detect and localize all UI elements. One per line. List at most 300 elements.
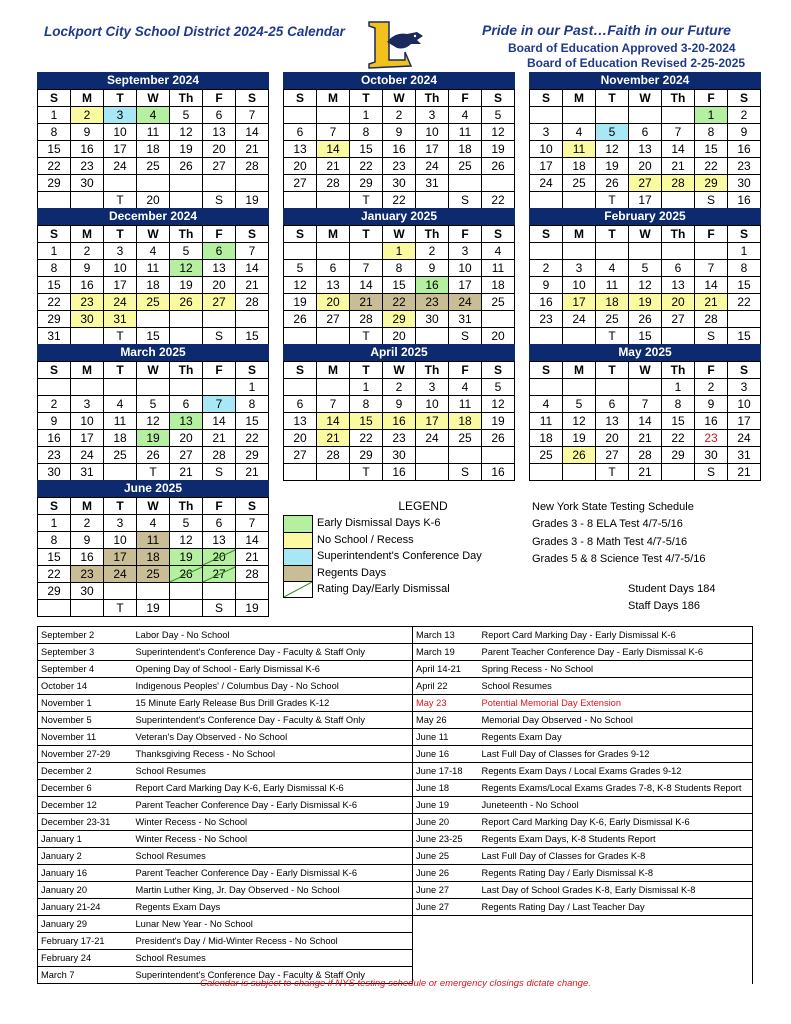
- day-cell: 9: [530, 277, 563, 294]
- day-cell: 22: [38, 294, 71, 311]
- day-cell: 14: [695, 277, 728, 294]
- day-cell: [563, 328, 596, 345]
- day-cell: [137, 379, 170, 396]
- month-calendar: [529, 344, 761, 481]
- day-cell: [284, 379, 317, 396]
- event-date: January 20: [38, 882, 133, 899]
- day-cell: 1: [383, 243, 416, 260]
- day-cell: 19: [596, 158, 629, 175]
- day-cell: 16: [71, 141, 104, 158]
- testing-item: Grades 3 - 8 ELA Test 4/7-5/16: [532, 518, 683, 531]
- event-description: Regents Exams/Local Exams Grades 7-8, K-8 Students Report: [479, 780, 753, 797]
- day-cell: 15: [137, 328, 170, 345]
- month-title: June 2025: [37, 480, 269, 497]
- day-cell: T: [104, 328, 137, 345]
- footer-note: Calendar is subject to change if NYS testing schedule or emergency closings dictate change.: [200, 978, 591, 989]
- month-title: March 2025: [37, 344, 269, 361]
- event-date: March 13: [413, 627, 479, 644]
- day-cell: 26: [137, 447, 170, 464]
- day-cell: 7: [317, 396, 350, 413]
- weekday-header: Th: [170, 226, 203, 243]
- legend-title: LEGEND: [398, 499, 448, 513]
- event-date: June 25: [413, 848, 479, 865]
- day-cell: [203, 583, 236, 600]
- day-cell: 16: [38, 430, 71, 447]
- day-cell: 18: [596, 294, 629, 311]
- day-cell: 10: [728, 396, 761, 413]
- day-cell: 18: [104, 430, 137, 447]
- day-cell: 21: [695, 294, 728, 311]
- day-cell: 13: [662, 277, 695, 294]
- day-cell: [104, 379, 137, 396]
- day-cell: 14: [236, 532, 269, 549]
- event-row: [38, 899, 753, 916]
- day-cell: 11: [137, 532, 170, 549]
- day-cell: 21: [317, 430, 350, 447]
- day-cell: T: [350, 328, 383, 345]
- event-description: 15 Minute Early Release Bus Drill Grades K-12: [133, 695, 413, 712]
- weekday-header: M: [71, 362, 104, 379]
- day-cell: 13: [170, 413, 203, 430]
- day-cell: 20: [596, 430, 629, 447]
- day-cell: 19: [284, 294, 317, 311]
- district-logo: [365, 20, 427, 72]
- event-description: Parent Teacher Conference Day - Early Dismissal K-6: [479, 644, 753, 661]
- weekday-header: M: [317, 362, 350, 379]
- testing-title: New York State Testing Schedule: [532, 501, 694, 513]
- day-cell: 16: [695, 413, 728, 430]
- event-date: June 26: [413, 865, 479, 882]
- legend-label: No School / Recess: [317, 533, 414, 546]
- event-date: April 22: [413, 678, 479, 695]
- weekday-header: S: [530, 362, 563, 379]
- day-cell: 24: [416, 158, 449, 175]
- day-cell: [236, 175, 269, 192]
- day-cell: 27: [170, 447, 203, 464]
- event-date: February 24: [38, 950, 133, 967]
- event-date: October 14: [38, 678, 133, 695]
- day-cell: S: [695, 464, 728, 481]
- weekday-header: T: [350, 362, 383, 379]
- weekday-header: S: [236, 362, 269, 379]
- day-cell: 8: [728, 260, 761, 277]
- event-description: Report Card Marking Day K-6, Early Dismissal K-6: [133, 780, 413, 797]
- day-cell: 5: [629, 260, 662, 277]
- day-cell: 25: [530, 447, 563, 464]
- day-cell: 12: [482, 396, 515, 413]
- approved-date: Board of Education Approved 3-20-2024: [508, 41, 736, 55]
- event-date: November 5: [38, 712, 133, 729]
- event-description: Regents Exam Day: [479, 729, 753, 746]
- event-row: [38, 865, 753, 882]
- day-cell: 29: [38, 175, 71, 192]
- day-cell: 23: [728, 158, 761, 175]
- day-cell: 8: [695, 124, 728, 141]
- day-cell: 29: [350, 447, 383, 464]
- day-cell: T: [104, 600, 137, 617]
- day-cell: 25: [563, 175, 596, 192]
- month-calendar: [37, 72, 269, 209]
- day-cell: 22: [662, 430, 695, 447]
- day-cell: [170, 328, 203, 345]
- month-title: February 2025: [529, 208, 761, 225]
- day-cell: [662, 192, 695, 209]
- weekday-header: S: [482, 90, 515, 107]
- student-days: Student Days 184: [628, 583, 716, 595]
- event-description: Opening Day of School - Early Dismissal K-6: [133, 661, 413, 678]
- weekday-header: S: [482, 362, 515, 379]
- day-cell: 1: [695, 107, 728, 124]
- day-cell: [596, 243, 629, 260]
- day-cell: 21: [317, 158, 350, 175]
- day-cell: [137, 311, 170, 328]
- month-grid: [37, 361, 269, 481]
- legend-label: Superintendent's Conference Day: [317, 550, 482, 563]
- event-description: School Resumes: [133, 763, 413, 780]
- day-cell: 26: [563, 447, 596, 464]
- event-row: [38, 695, 753, 712]
- weekday-header: S: [284, 226, 317, 243]
- weekday-header: W: [629, 226, 662, 243]
- event-row: [38, 627, 753, 644]
- day-cell: T: [596, 464, 629, 481]
- event-description: Winter Recess - No School: [133, 831, 413, 848]
- weekday-header: S: [530, 226, 563, 243]
- day-cell: 14: [629, 413, 662, 430]
- day-cell: 18: [563, 158, 596, 175]
- weekday-header: Th: [416, 90, 449, 107]
- day-cell: 20: [137, 192, 170, 209]
- day-cell: 17: [416, 413, 449, 430]
- day-cell: 28: [236, 566, 269, 583]
- day-cell: 17: [104, 141, 137, 158]
- day-cell: 13: [317, 277, 350, 294]
- testing-schedule: [532, 499, 705, 569]
- day-cell: 14: [317, 413, 350, 430]
- day-cell: [284, 107, 317, 124]
- day-cell: 26: [482, 158, 515, 175]
- event-row: [38, 746, 753, 763]
- weekday-header: F: [449, 90, 482, 107]
- day-cell: 16: [416, 277, 449, 294]
- weekday-header: S: [236, 226, 269, 243]
- day-cell: 9: [71, 260, 104, 277]
- day-cell: 3: [449, 243, 482, 260]
- day-cell: T: [596, 328, 629, 345]
- day-cell: 14: [203, 413, 236, 430]
- day-cell: 25: [449, 430, 482, 447]
- day-cell: 7: [236, 243, 269, 260]
- day-cell: 15: [236, 413, 269, 430]
- day-cell: [596, 379, 629, 396]
- event-description: Martin Luther King, Jr. Day Observed - No School: [133, 882, 413, 899]
- weekday-header: T: [596, 362, 629, 379]
- day-cell: 8: [38, 532, 71, 549]
- day-cell: S: [203, 328, 236, 345]
- month-grid: [529, 89, 761, 209]
- day-cell: 25: [137, 294, 170, 311]
- day-cell: [71, 379, 104, 396]
- day-cell: 14: [236, 260, 269, 277]
- day-cell: 4: [449, 379, 482, 396]
- weekday-header: T: [104, 226, 137, 243]
- day-cell: 10: [104, 260, 137, 277]
- day-cell: 26: [284, 311, 317, 328]
- day-cell: [530, 328, 563, 345]
- day-cell: [71, 192, 104, 209]
- day-cell: 11: [449, 396, 482, 413]
- weekday-header: F: [695, 362, 728, 379]
- day-cell: S: [695, 192, 728, 209]
- month-title: April 2025: [283, 344, 515, 361]
- day-cell: 19: [170, 549, 203, 566]
- day-cell: [563, 243, 596, 260]
- testing-item: Grades 5 & 8 Science Test 4/7-5/16: [532, 553, 706, 566]
- event-description: Regents Rating Day / Last Teacher Day: [479, 899, 753, 916]
- day-cell: 15: [350, 141, 383, 158]
- day-cell: [530, 243, 563, 260]
- day-cell: 25: [596, 311, 629, 328]
- event-description: Last Full Day of Classes for Grades K-8: [479, 848, 753, 865]
- day-cell: [530, 464, 563, 481]
- legend-item: [283, 515, 523, 532]
- day-cell: 10: [416, 396, 449, 413]
- day-cell: 31: [449, 311, 482, 328]
- event-description: Thanksgiving Recess - No School: [133, 746, 413, 763]
- event-date: January 2: [38, 848, 133, 865]
- day-cell: 1: [38, 243, 71, 260]
- day-cell: 28: [629, 447, 662, 464]
- day-cell: 28: [662, 175, 695, 192]
- weekday-header: T: [350, 226, 383, 243]
- event-date: January 21-24: [38, 899, 133, 916]
- event-date: November 11: [38, 729, 133, 746]
- weekday-header: F: [449, 226, 482, 243]
- day-cell: 2: [695, 379, 728, 396]
- day-cell: 11: [449, 124, 482, 141]
- day-cell: 16: [383, 413, 416, 430]
- event-description: Regents Exam Days: [133, 899, 413, 916]
- day-cell: 29: [236, 447, 269, 464]
- day-cell: 19: [563, 430, 596, 447]
- legend-swatch: [283, 565, 313, 582]
- day-cell: 22: [38, 158, 71, 175]
- event-date: January 29: [38, 916, 133, 933]
- weekday-header: F: [695, 226, 728, 243]
- weekday-header: M: [317, 90, 350, 107]
- day-cell: 10: [563, 277, 596, 294]
- day-cell: 17: [728, 413, 761, 430]
- day-cell: 30: [416, 311, 449, 328]
- day-cell: 27: [203, 294, 236, 311]
- day-cell: [482, 311, 515, 328]
- day-cell: 17: [449, 277, 482, 294]
- day-cell: 13: [629, 141, 662, 158]
- weekday-header: S: [284, 90, 317, 107]
- weekday-header: M: [71, 226, 104, 243]
- event-row: [38, 797, 753, 814]
- event-row: [38, 763, 753, 780]
- event-description: Report Card Marking Day K-6, Early Dismissal K-6: [479, 814, 753, 831]
- day-cell: 12: [170, 260, 203, 277]
- day-cell: 2: [38, 396, 71, 413]
- day-cell: [416, 192, 449, 209]
- weekday-header: Th: [662, 362, 695, 379]
- day-cell: 18: [137, 277, 170, 294]
- day-cell: 22: [482, 192, 515, 209]
- day-cell: 13: [284, 141, 317, 158]
- day-cell: 5: [482, 107, 515, 124]
- day-cell: 15: [38, 277, 71, 294]
- day-cell: 2: [530, 260, 563, 277]
- day-cell: 4: [137, 107, 170, 124]
- weekday-header: W: [383, 226, 416, 243]
- month-title: September 2024: [37, 72, 269, 89]
- day-cell: 28: [236, 294, 269, 311]
- day-cell: 21: [629, 464, 662, 481]
- event-date: June 19: [413, 797, 479, 814]
- day-cell: 13: [203, 260, 236, 277]
- day-cell: 18: [482, 277, 515, 294]
- day-cell: 12: [137, 413, 170, 430]
- day-cell: 2: [416, 243, 449, 260]
- day-cell: 2: [383, 107, 416, 124]
- day-cell: [482, 447, 515, 464]
- day-cell: 7: [695, 260, 728, 277]
- month-calendar: [37, 480, 269, 617]
- weekday-header: F: [203, 498, 236, 515]
- day-cell: 6: [596, 396, 629, 413]
- day-cell: 8: [383, 260, 416, 277]
- event-date: May 26: [413, 712, 479, 729]
- day-cell: 15: [383, 277, 416, 294]
- day-cell: 3: [416, 379, 449, 396]
- day-cell: 10: [530, 141, 563, 158]
- event-date: November 1: [38, 695, 133, 712]
- day-cell: 17: [104, 277, 137, 294]
- event-date: January 16: [38, 865, 133, 882]
- day-cell: 30: [38, 464, 71, 481]
- day-cell: 31: [728, 447, 761, 464]
- day-cell: 21: [236, 141, 269, 158]
- month-calendar: [283, 72, 515, 209]
- day-cell: [137, 175, 170, 192]
- day-cell: 12: [170, 532, 203, 549]
- day-cell: 23: [38, 447, 71, 464]
- day-cell: 19: [482, 141, 515, 158]
- day-cell: 7: [350, 260, 383, 277]
- event-date: June 17-18: [413, 763, 479, 780]
- staff-days: Staff Days 186: [628, 600, 700, 612]
- day-cell: 20: [203, 141, 236, 158]
- day-cell: [596, 107, 629, 124]
- day-cell: 4: [104, 396, 137, 413]
- event-row: [38, 780, 753, 797]
- day-cell: T: [350, 464, 383, 481]
- day-cell: 1: [350, 107, 383, 124]
- day-cell: 19: [482, 413, 515, 430]
- event-row: [38, 678, 753, 695]
- weekday-header: S: [728, 362, 761, 379]
- day-cell: S: [449, 192, 482, 209]
- day-cell: 8: [350, 124, 383, 141]
- event-date: June 20: [413, 814, 479, 831]
- day-cell: [482, 175, 515, 192]
- month-grid: [283, 361, 515, 481]
- event-description: [479, 933, 753, 950]
- event-description: Report Card Marking Day - Early Dismissal K-6: [479, 627, 753, 644]
- day-cell: 16: [383, 464, 416, 481]
- day-cell: 2: [383, 379, 416, 396]
- day-cell: 28: [350, 311, 383, 328]
- day-cell: 27: [662, 311, 695, 328]
- motto: Pride in our Past…Faith in our Future: [482, 22, 731, 38]
- month-grid: [529, 225, 761, 345]
- day-cell: 28: [695, 311, 728, 328]
- day-cell: 16: [71, 277, 104, 294]
- day-cell: 4: [137, 243, 170, 260]
- month-grid: [529, 361, 761, 481]
- weekday-header: W: [137, 90, 170, 107]
- month-title: November 2024: [529, 72, 761, 89]
- day-cell: 18: [449, 413, 482, 430]
- month-calendar: [37, 208, 269, 345]
- day-cell: 15: [38, 549, 71, 566]
- event-description: [479, 916, 753, 933]
- day-cell: 24: [416, 430, 449, 447]
- day-cell: 20: [203, 277, 236, 294]
- day-cell: 30: [383, 175, 416, 192]
- day-cell: 13: [596, 413, 629, 430]
- day-cell: 29: [383, 311, 416, 328]
- day-cell: [629, 379, 662, 396]
- day-cell: 1: [38, 515, 71, 532]
- day-cell: 15: [728, 328, 761, 345]
- month-calendar: [37, 344, 269, 481]
- legend-label: Early Dismissal Days K-6: [317, 517, 441, 530]
- weekday-header: W: [137, 498, 170, 515]
- month-title: January 2025: [283, 208, 515, 225]
- day-cell: [203, 379, 236, 396]
- day-cell: 16: [728, 192, 761, 209]
- day-cell: 20: [383, 328, 416, 345]
- day-cell: 23: [71, 294, 104, 311]
- day-cell: 5: [482, 379, 515, 396]
- event-description: Parent Teacher Conference Day - Early Dismissal K-6: [133, 797, 413, 814]
- day-cell: 24: [104, 566, 137, 583]
- day-cell: 6: [203, 107, 236, 124]
- day-cell: 24: [104, 294, 137, 311]
- event-description: [479, 950, 753, 967]
- event-row: [38, 831, 753, 848]
- weekday-header: T: [104, 362, 137, 379]
- weekday-header: T: [596, 90, 629, 107]
- day-cell: S: [203, 600, 236, 617]
- event-description: School Resumes: [479, 678, 753, 695]
- day-cell: 12: [629, 277, 662, 294]
- day-cell: 2: [71, 107, 104, 124]
- event-description: Potential Memorial Day Extension: [479, 695, 753, 712]
- weekday-header: Th: [662, 90, 695, 107]
- day-cell: 24: [530, 175, 563, 192]
- day-cell: 9: [71, 124, 104, 141]
- weekday-header: F: [203, 226, 236, 243]
- weekday-header: M: [71, 498, 104, 515]
- legend-item: [283, 565, 523, 582]
- day-cell: [236, 311, 269, 328]
- day-cell: [38, 379, 71, 396]
- day-cell: 23: [383, 430, 416, 447]
